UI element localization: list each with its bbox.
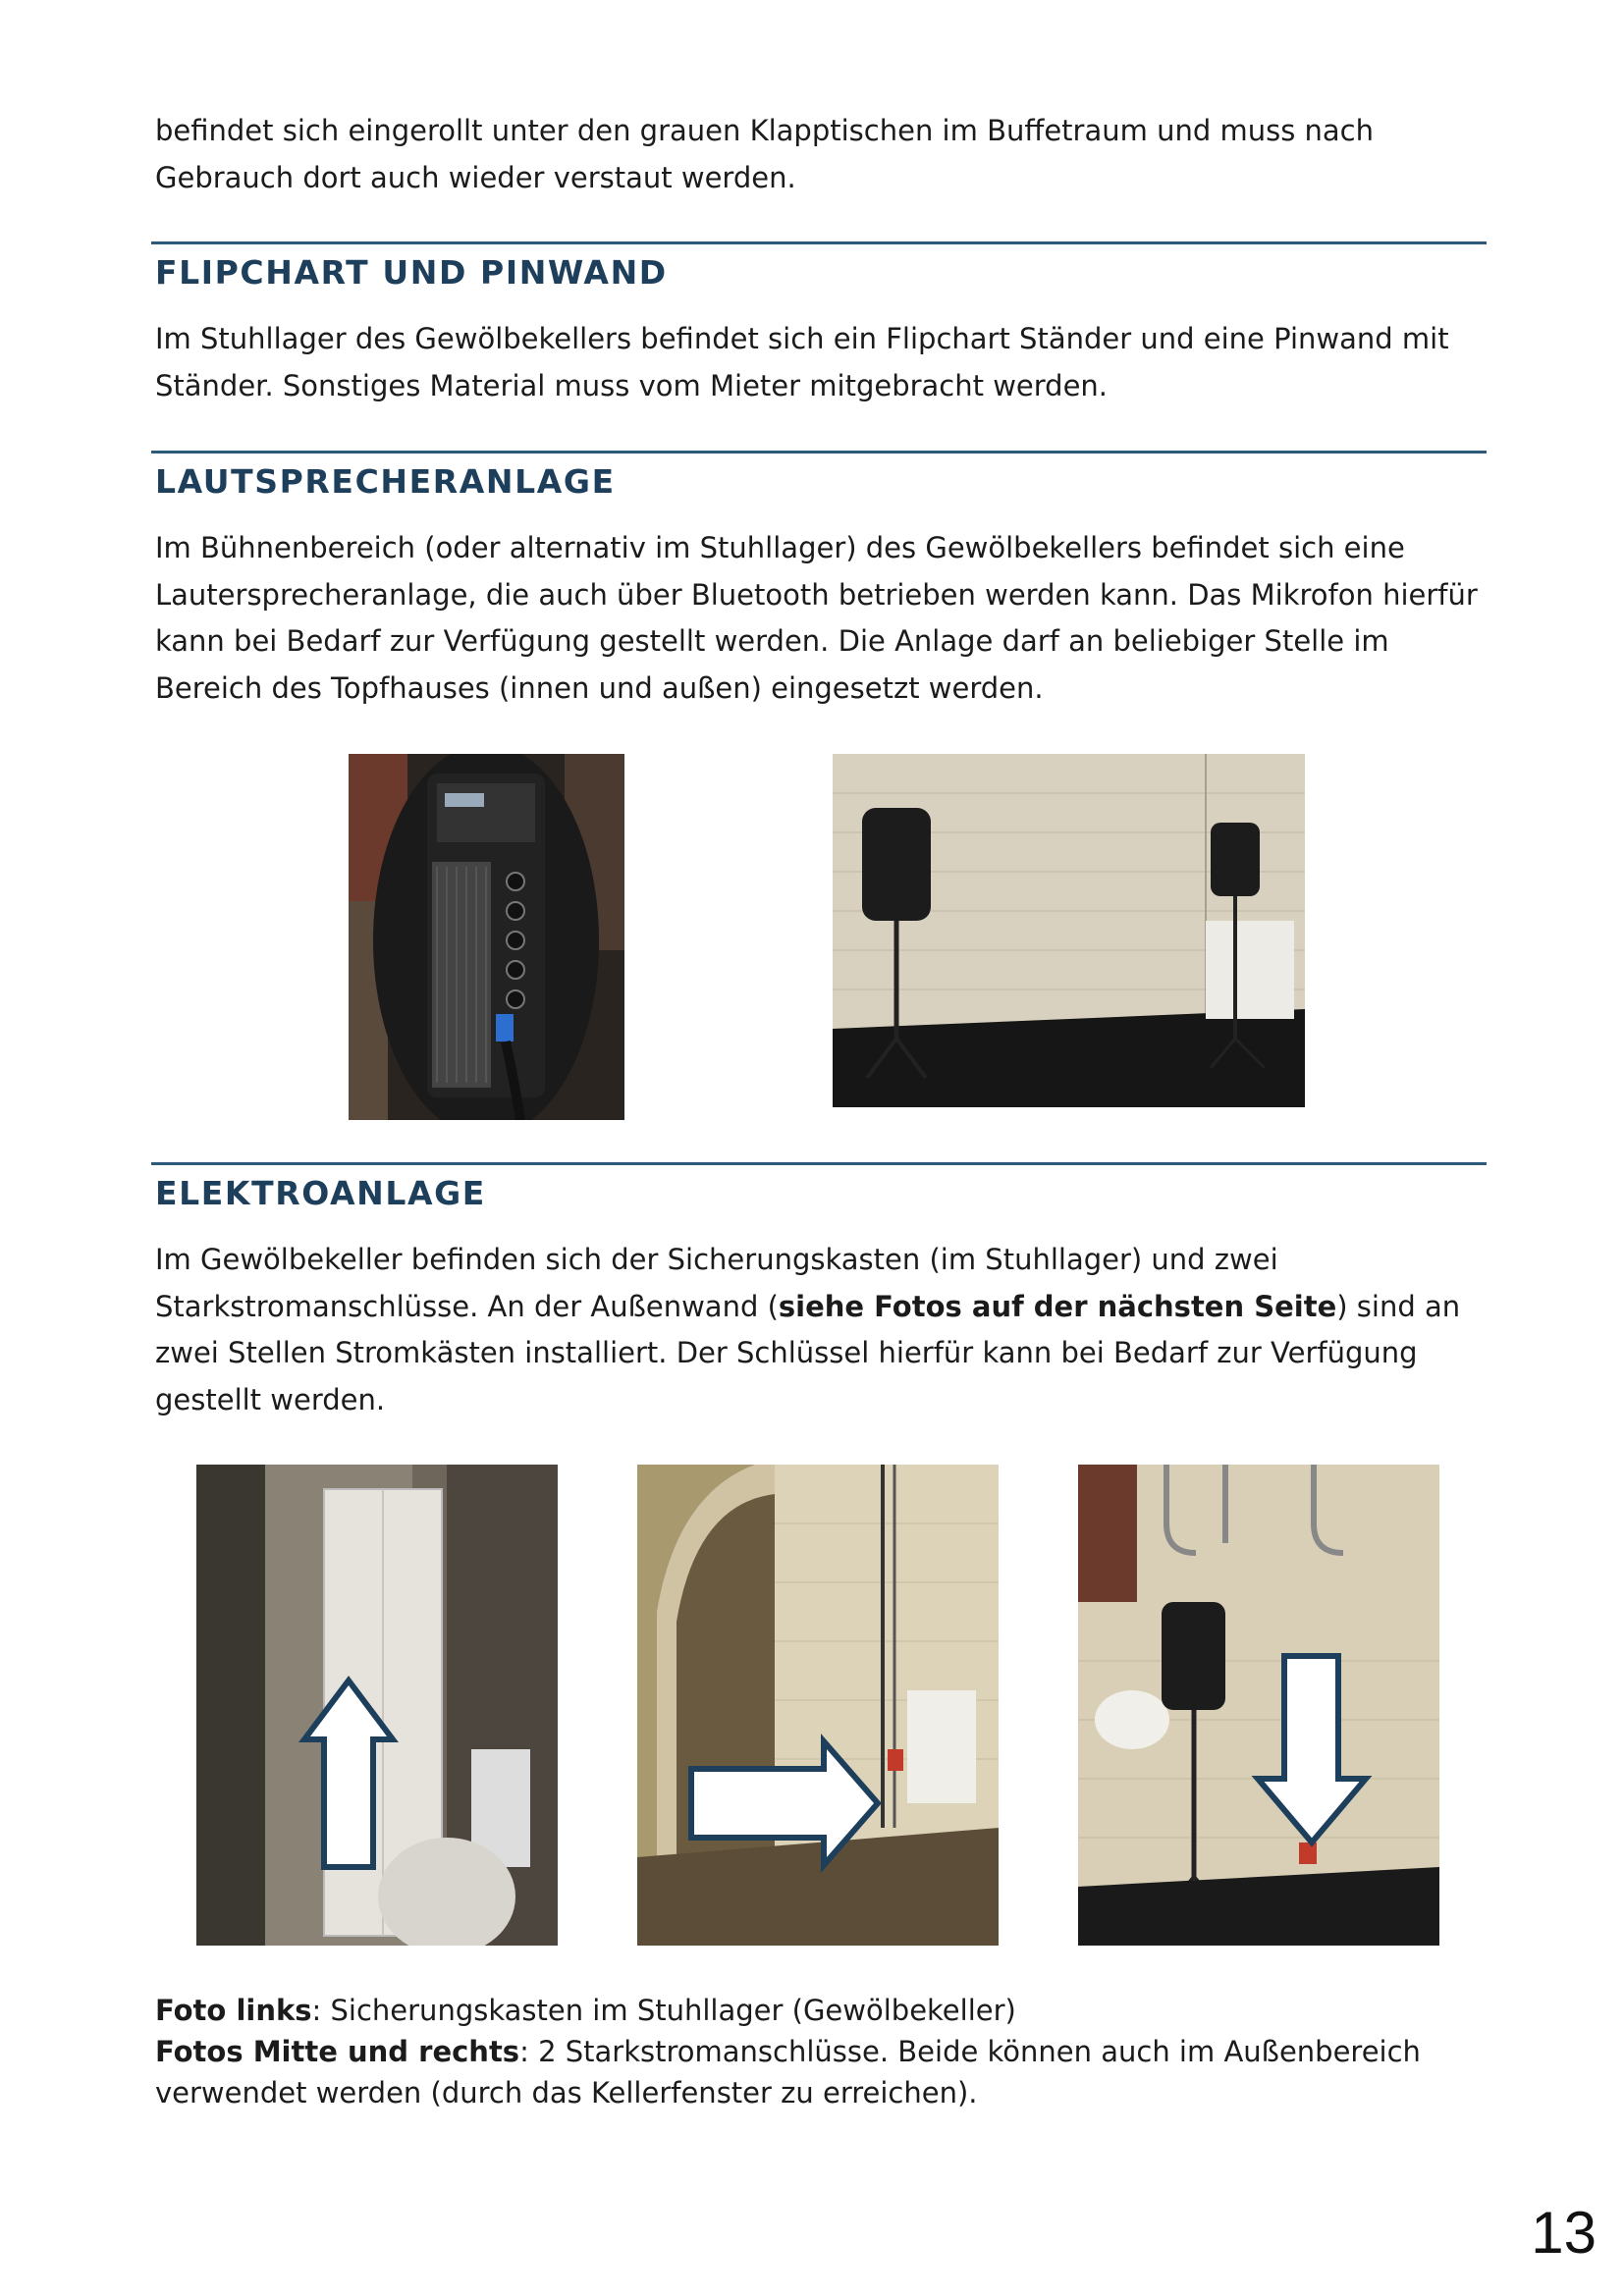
section-title-flipchart: FLIPCHART UND PINWAND [155,253,668,292]
caption-middle-right [155,2031,1490,2113]
speaker-backpanel-photo [349,754,624,1120]
section-divider [151,1162,1487,1165]
lautsprecher-paragraph: Im Bühnenbereich (oder alternativ im Stuhllager) des Gewölbekellers befindet sich eine Lautersprecheranlage, die auch über Bluetooth betrieben werden kann. Das Mikrofon hierfür kann bei Bedarf zur Verfügung gestellt werden. Die Anlage darf an beliebiger Stelle im Bereich des Topfhauses (innen und außen) eingesetzt werden. [155,531,1478,705]
caption-middle-label: Fotos Mitte und rechts [155,2035,520,2068]
power-outlet-photo-2 [1078,1465,1439,1946]
power-outlet-photo-1 [637,1465,999,1946]
elektro-paragraph [155,1237,1490,1423]
caption-left [155,1990,1490,2031]
caption-left-text: : Sicherungskasten im Stuhllager (Gewölbekeller) [311,1994,1016,2027]
section-divider [151,451,1487,454]
flipchart-paragraph: Im Stuhllager des Gewölbekellers befindet sich ein Flipchart Ständer und eine Pinwand mit Ständer. Sonstiges Material muss vom Mieter mitgebracht werden. [155,322,1449,402]
section-title-lautsprecher: LAUTSPRECHERANLAGE [155,462,616,501]
caption-left-label: Foto links [155,1994,312,2027]
elektro-text-bold: siehe Fotos auf der nächsten Seite [778,1289,1337,1323]
room-speakers-photo [833,754,1305,1107]
elektro-text-before: Im Gewölbekeller befinden sich der Sicherungskasten (im Stuhllager) und zwei Starkstromanschlüsse. An der Außenwand ( [155,1243,1278,1323]
section-title-elektro: ELEKTROANLAGE [155,1174,486,1212]
elektro-text-after: ) sind an zwei Stellen Stromkästen installiert. Der Schlüssel hierfür kann bei Bedarf zur Verfügung gestellt werden. [155,1289,1461,1416]
section-divider [151,241,1487,244]
caption-middle-text: : 2 Starkstromanschlüsse. Beide können auch im Außenbereich verwendet werden (durch das Kellerfenster zu erreichen). [155,2035,1421,2109]
fusebox-photo [196,1465,558,1946]
page-number: 13 [1531,2200,1597,2266]
intro-paragraph: befindet sich eingerollt unter den grauen Klapptischen im Buffetraum und muss nach Gebrauch dort auch wieder verstaut werden. [155,114,1375,194]
